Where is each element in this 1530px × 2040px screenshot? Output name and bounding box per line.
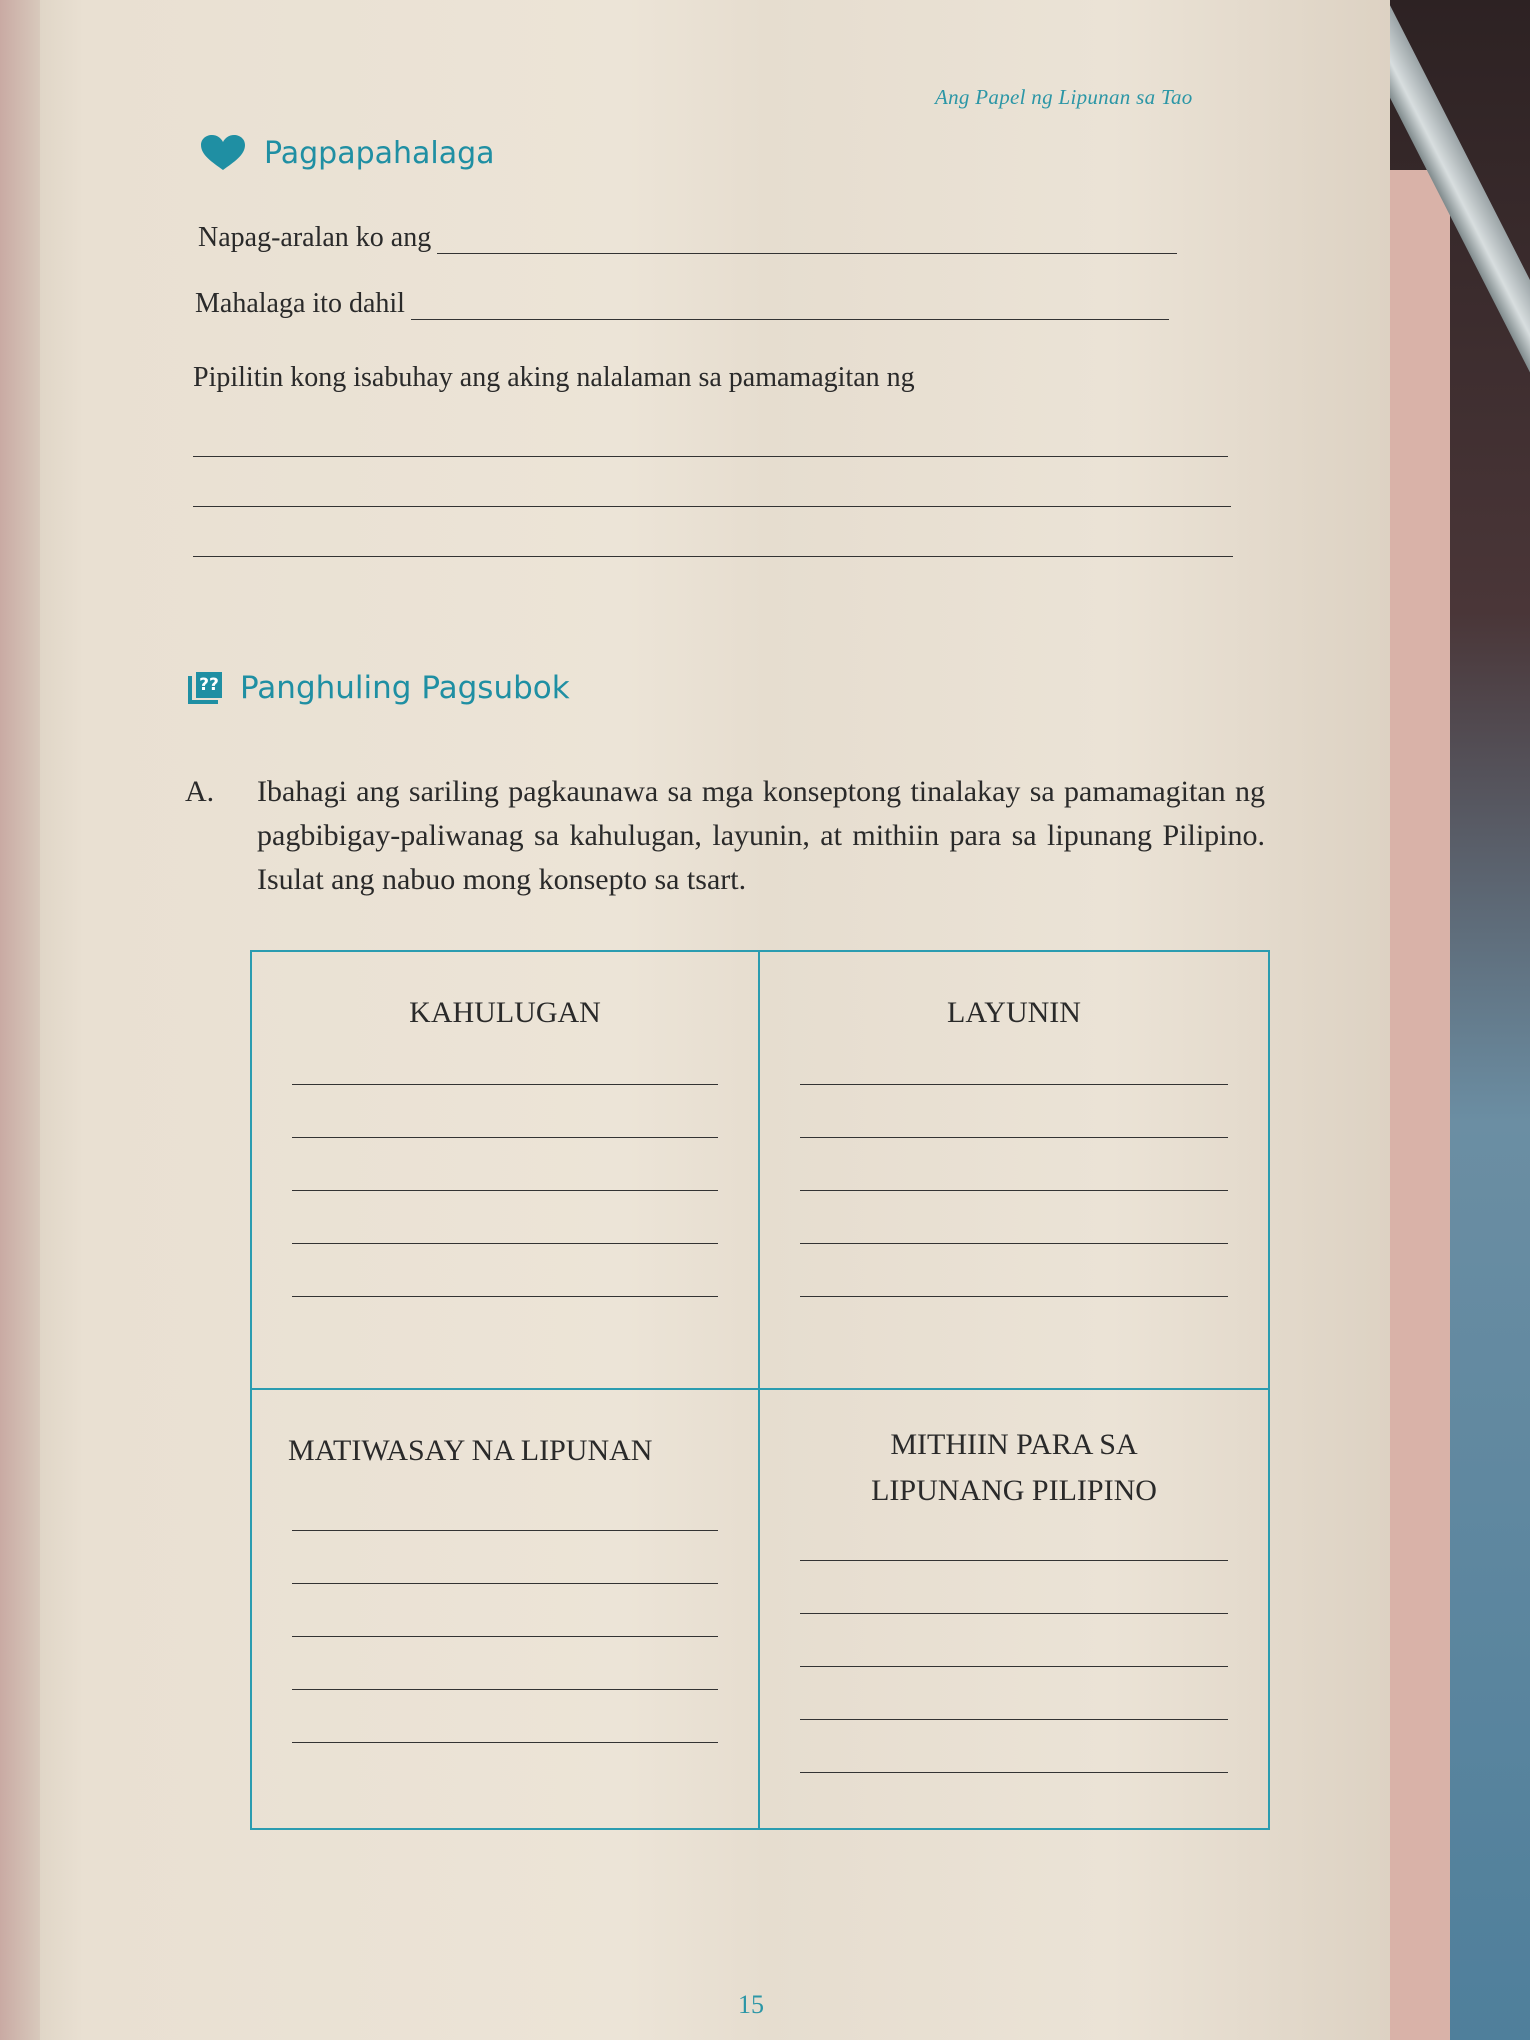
cell-matiwasay-na-lipunan — [252, 1390, 760, 1828]
section-title: Pagpapahalaga — [264, 135, 495, 171]
fill-line-pipilitin — [193, 362, 915, 394]
blank-line[interactable] — [411, 315, 1169, 320]
blank-line[interactable] — [437, 249, 1177, 254]
heart-icon — [200, 135, 246, 171]
page-number: 15 — [738, 1990, 764, 2019]
blank-line[interactable] — [193, 456, 1228, 457]
fill-line-napag-aralan — [198, 222, 1177, 254]
cell-mithiin — [760, 1390, 1268, 1828]
cell-title: KAHULUGAN — [409, 996, 601, 1029]
prompt-pipilitin: Pipilitin kong isabuhay ang aking nalalaman sa pamamagitan ng — [193, 362, 915, 393]
running-head: Ang Papel ng Lipunan sa Tao — [935, 85, 1193, 109]
answer-lines[interactable] — [292, 1478, 718, 1743]
fill-line-mahalaga — [195, 288, 1169, 320]
section-panghuling-pagsubok-header — [188, 670, 570, 706]
section-title: Panghuling Pagsubok — [240, 670, 570, 706]
cell-layunin — [760, 952, 1268, 1390]
item-letter: A. — [185, 775, 215, 808]
blank-line[interactable] — [193, 556, 1233, 557]
cell-kahulugan — [252, 952, 760, 1390]
prompt-mahalaga: Mahalaga ito dahil — [195, 288, 405, 319]
answer-lines[interactable] — [292, 1032, 718, 1297]
page-edge — [0, 0, 40, 2040]
answer-lines[interactable] — [800, 1508, 1228, 1773]
cell-title: MITHIIN PARA SA LIPUNANG PILIPINO — [871, 1428, 1157, 1507]
cell-title: MATIWASAY NA LIPUNAN — [288, 1434, 653, 1467]
answer-lines[interactable] — [800, 1032, 1228, 1297]
cell-title: LAYUNIN — [947, 996, 1081, 1029]
question-icon: ?? — [188, 672, 222, 704]
section-pagpapahalaga-header — [200, 135, 495, 171]
blank-line[interactable] — [193, 506, 1231, 507]
concept-chart — [250, 950, 1270, 1830]
instruction-text: Ibahagi ang sariling pagkaunawa sa mga konseptong tinalakay sa pamamagitan ng pagbibigay-paliwanag sa kahulugan, layunin, at mithiin para sa lipunang Pilipino. Isulat ang nabuo mong konsepto sa tsart. — [257, 775, 1265, 896]
prompt-napag-aralan: Napag-aralan ko ang — [198, 222, 432, 253]
instruction-a — [185, 770, 1265, 902]
